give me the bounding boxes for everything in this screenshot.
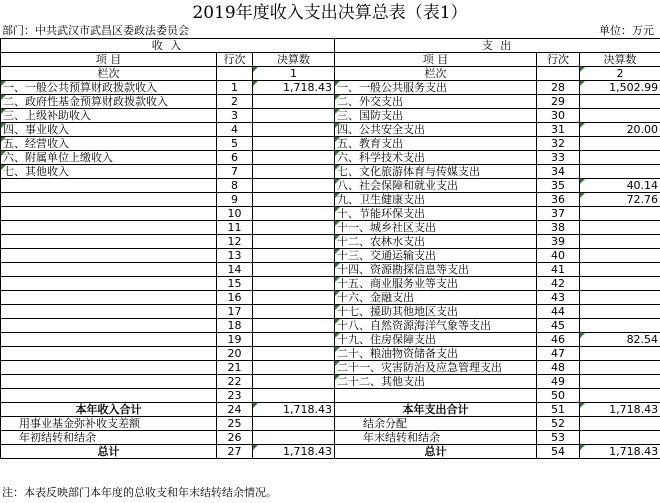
expense-amount-header: 决算数	[580, 53, 660, 67]
expense-item: 十八、自然资源海洋气象等支出	[335, 319, 537, 333]
income-item-header: 项 目	[1, 53, 217, 67]
expense-item: 五、教育支出	[335, 137, 537, 151]
table-row	[1, 95, 660, 109]
income-line-no: 12	[217, 235, 253, 249]
income-amount	[253, 95, 335, 109]
expense-line-no: 47	[537, 347, 580, 361]
expense-line-no: 48	[537, 361, 580, 375]
income-line-no: 19	[217, 333, 253, 347]
grand-total-amount-left: 1,718.43	[253, 445, 335, 459]
table-row	[1, 151, 660, 165]
table-row	[1, 179, 660, 193]
expense-line-no: 49	[537, 375, 580, 389]
income-line-no: 4	[217, 123, 253, 137]
expense-item: 二十二、其他支出	[335, 375, 537, 389]
summary-row	[1, 403, 660, 417]
income-amount	[253, 389, 335, 403]
income-section-header: 收 入	[1, 39, 335, 53]
expense-amount	[580, 165, 660, 179]
expense-amount	[580, 277, 660, 291]
table-row	[1, 193, 660, 207]
income-amount	[253, 263, 335, 277]
expense-item: 十五、商业服务业等支出	[335, 277, 537, 291]
expense-amount	[580, 347, 660, 361]
income-column-number: 1	[253, 67, 335, 81]
closing-balance-line: 53	[537, 431, 580, 445]
unit-label: 单位：万元	[599, 24, 654, 37]
expense-line-no: 50	[537, 389, 580, 403]
income-line-no: 22	[217, 375, 253, 389]
income-item	[1, 277, 217, 291]
expense-line-no: 43	[537, 291, 580, 305]
expense-item-header: 项 目	[335, 53, 537, 67]
income-item	[1, 193, 217, 207]
income-total-label: 本年收入合计	[1, 403, 217, 417]
fund-gap-label: 用事业基金弥补收支差额	[1, 417, 217, 431]
income-amount	[253, 347, 335, 361]
income-amount	[253, 305, 335, 319]
table-row	[1, 347, 660, 361]
income-total-line: 24	[217, 403, 253, 417]
expense-amount	[580, 207, 660, 221]
table-row	[1, 291, 660, 305]
expense-line-no: 30	[537, 109, 580, 123]
expense-item	[335, 389, 537, 403]
table-row	[1, 375, 660, 389]
column-label-row	[1, 67, 660, 81]
expense-line-no: 41	[537, 263, 580, 277]
income-item: 六、附属单位上缴收入	[1, 151, 217, 165]
income-line-no: 9	[217, 193, 253, 207]
summary-row	[1, 431, 660, 445]
table-row	[1, 277, 660, 291]
income-amount	[253, 109, 335, 123]
expense-line-no: 44	[537, 305, 580, 319]
expense-amount: 82.54	[580, 333, 660, 347]
income-line-no: 1	[217, 81, 253, 95]
budget-summary-table	[0, 38, 660, 459]
expense-item: 七、文化旅游体育与传媒支出	[335, 165, 537, 179]
income-line-no: 20	[217, 347, 253, 361]
income-line-label-cell	[217, 67, 253, 81]
income-item: 四、事业收入	[1, 123, 217, 137]
income-amount	[253, 249, 335, 263]
income-amount	[253, 361, 335, 375]
income-line-no: 15	[217, 277, 253, 291]
income-item: 一、一般公共预算财政拨款收入	[1, 81, 217, 95]
income-column-label: 栏次	[1, 67, 217, 81]
expense-item: 十三、交通运输支出	[335, 249, 537, 263]
income-line-no: 21	[217, 361, 253, 375]
expense-amount: 1,502.99	[580, 81, 660, 95]
expense-amount	[580, 221, 660, 235]
expense-amount	[580, 361, 660, 375]
income-item	[1, 347, 217, 361]
table-row	[1, 123, 660, 137]
expense-line-no: 33	[537, 151, 580, 165]
grand-total-line-left: 27	[217, 445, 253, 459]
expense-line-no: 35	[537, 179, 580, 193]
grand-total-line-right: 54	[537, 445, 580, 459]
income-line-no: 10	[217, 207, 253, 221]
income-amount	[253, 179, 335, 193]
table-row	[1, 235, 660, 249]
income-item	[1, 389, 217, 403]
expense-item: 二十、粮油物资储备支出	[335, 347, 537, 361]
table-row	[1, 263, 660, 277]
expense-line-no: 36	[537, 193, 580, 207]
fund-gap-amount	[253, 417, 335, 431]
grand-total-label-right: 总计	[335, 445, 537, 459]
expense-amount	[580, 389, 660, 403]
income-amount	[253, 291, 335, 305]
income-line-header: 行次	[217, 53, 253, 67]
summary-row	[1, 417, 660, 431]
expense-amount	[580, 263, 660, 277]
income-line-no: 16	[217, 291, 253, 305]
expense-line-no: 37	[537, 207, 580, 221]
expense-line-label-cell	[537, 67, 580, 81]
expense-amount	[580, 319, 660, 333]
department-label: 部门：中共武汉市武昌区委政法委员会	[2, 24, 189, 37]
income-amount	[253, 123, 335, 137]
expense-item: 十七、援助其他地区支出	[335, 305, 537, 319]
income-line-no: 13	[217, 249, 253, 263]
income-total-amount: 1,718.43	[253, 403, 335, 417]
expense-amount	[580, 249, 660, 263]
expense-item: 四、公共安全支出	[335, 123, 537, 137]
summary-row	[1, 445, 660, 459]
grand-total-label-left: 总计	[1, 445, 217, 459]
expense-amount	[580, 137, 660, 151]
expense-item: 十四、资源勘探信息等支出	[335, 263, 537, 277]
income-item	[1, 263, 217, 277]
expense-amount	[580, 109, 660, 123]
table-row	[1, 333, 660, 347]
surplus-distribution-line: 52	[537, 417, 580, 431]
income-item	[1, 221, 217, 235]
closing-balance-amount	[580, 431, 660, 445]
opening-balance-label: 年初结转和结余	[1, 431, 217, 445]
expense-total-amount: 1,718.43	[580, 403, 660, 417]
expense-line-no: 46	[537, 333, 580, 347]
report-title: 2019年度收入支出决算总表（表1）	[192, 3, 468, 23]
income-amount	[253, 151, 335, 165]
income-amount	[253, 277, 335, 291]
income-item	[1, 305, 217, 319]
expense-item: 九、卫生健康支出	[335, 193, 537, 207]
income-line-no: 3	[217, 109, 253, 123]
surplus-distribution-amount	[580, 417, 660, 431]
table-row	[1, 319, 660, 333]
income-amount	[253, 207, 335, 221]
income-amount	[253, 137, 335, 151]
expense-line-no: 42	[537, 277, 580, 291]
closing-balance-label: 年末结转和结余	[335, 431, 537, 445]
income-item	[1, 361, 217, 375]
income-item	[1, 235, 217, 249]
income-item	[1, 179, 217, 193]
expense-line-no: 38	[537, 221, 580, 235]
income-line-no: 23	[217, 389, 253, 403]
expense-item: 二、外交支出	[335, 95, 537, 109]
expense-item: 十一、城乡社区支出	[335, 221, 537, 235]
expense-line-no: 34	[537, 165, 580, 179]
expense-item: 一、一般公共服务支出	[335, 81, 537, 95]
expense-line-no: 29	[537, 95, 580, 109]
expense-line-no: 39	[537, 235, 580, 249]
income-amount: 1,718.43	[253, 81, 335, 95]
opening-balance-line: 26	[217, 431, 253, 445]
income-item	[1, 375, 217, 389]
income-item	[1, 319, 217, 333]
income-item	[1, 333, 217, 347]
income-line-no: 11	[217, 221, 253, 235]
income-item	[1, 291, 217, 305]
expense-column-number: 2	[580, 67, 660, 81]
income-line-no: 2	[217, 95, 253, 109]
income-amount	[253, 375, 335, 389]
table-row	[1, 389, 660, 403]
expense-item: 十九、住房保障支出	[335, 333, 537, 347]
expense-line-no: 45	[537, 319, 580, 333]
income-amount	[253, 235, 335, 249]
table-row	[1, 249, 660, 263]
expense-item: 六、科学技术支出	[335, 151, 537, 165]
income-line-no: 7	[217, 165, 253, 179]
income-amount	[253, 221, 335, 235]
surplus-distribution-label: 结余分配	[335, 417, 537, 431]
expense-amount: 20.00	[580, 123, 660, 137]
income-item: 三、上级补助收入	[1, 109, 217, 123]
expense-line-no: 32	[537, 137, 580, 151]
expense-amount	[580, 95, 660, 109]
table-row	[1, 81, 660, 95]
expense-section-header: 支 出	[335, 39, 660, 53]
income-amount	[253, 165, 335, 179]
income-line-no: 5	[217, 137, 253, 151]
expense-item: 三、国防支出	[335, 109, 537, 123]
grand-total-amount-right: 1,718.43	[580, 445, 660, 459]
expense-total-line: 51	[537, 403, 580, 417]
expense-amount: 40.14	[580, 179, 660, 193]
fund-gap-line: 25	[217, 417, 253, 431]
income-item: 五、经营收入	[1, 137, 217, 151]
income-amount	[253, 193, 335, 207]
expense-amount	[580, 305, 660, 319]
expense-item: 二十一、灾害防治及应急管理支出	[335, 361, 537, 375]
table-row	[1, 165, 660, 179]
expense-item: 十二、农林水支出	[335, 235, 537, 249]
expense-item: 十、节能环保支出	[335, 207, 537, 221]
income-item	[1, 249, 217, 263]
income-item: 七、其他收入	[1, 165, 217, 179]
table-row	[1, 109, 660, 123]
expense-item: 八、社会保障和就业支出	[335, 179, 537, 193]
income-line-no: 14	[217, 263, 253, 277]
opening-balance-amount	[253, 431, 335, 445]
expense-amount	[580, 235, 660, 249]
income-item	[1, 207, 217, 221]
expense-line-header: 行次	[537, 53, 580, 67]
income-item: 二、政府性基金预算财政拨款收入	[1, 95, 217, 109]
income-amount	[253, 333, 335, 347]
income-line-no: 6	[217, 151, 253, 165]
expense-line-no: 28	[537, 81, 580, 95]
income-amount-header: 决算数	[253, 53, 335, 67]
expense-amount	[580, 151, 660, 165]
income-line-no: 17	[217, 305, 253, 319]
expense-column-label: 栏次	[335, 67, 537, 81]
expense-amount	[580, 291, 660, 305]
table-row	[1, 137, 660, 151]
income-line-no: 8	[217, 179, 253, 193]
expense-line-no: 31	[537, 123, 580, 137]
expense-item: 十六、金融支出	[335, 291, 537, 305]
expense-amount	[580, 375, 660, 389]
income-amount	[253, 319, 335, 333]
column-header-row	[1, 53, 660, 67]
expense-amount: 72.76	[580, 193, 660, 207]
table-row	[1, 207, 660, 221]
section-header-row	[1, 39, 660, 53]
income-line-no: 18	[217, 319, 253, 333]
table-row	[1, 361, 660, 375]
expense-line-no: 40	[537, 249, 580, 263]
expense-total-label: 本年支出合计	[335, 403, 537, 417]
table-row	[1, 221, 660, 235]
footnote: 注：本表反映部门本年度的总收支和年末结转结余情况。	[2, 486, 277, 499]
table-row	[1, 305, 660, 319]
